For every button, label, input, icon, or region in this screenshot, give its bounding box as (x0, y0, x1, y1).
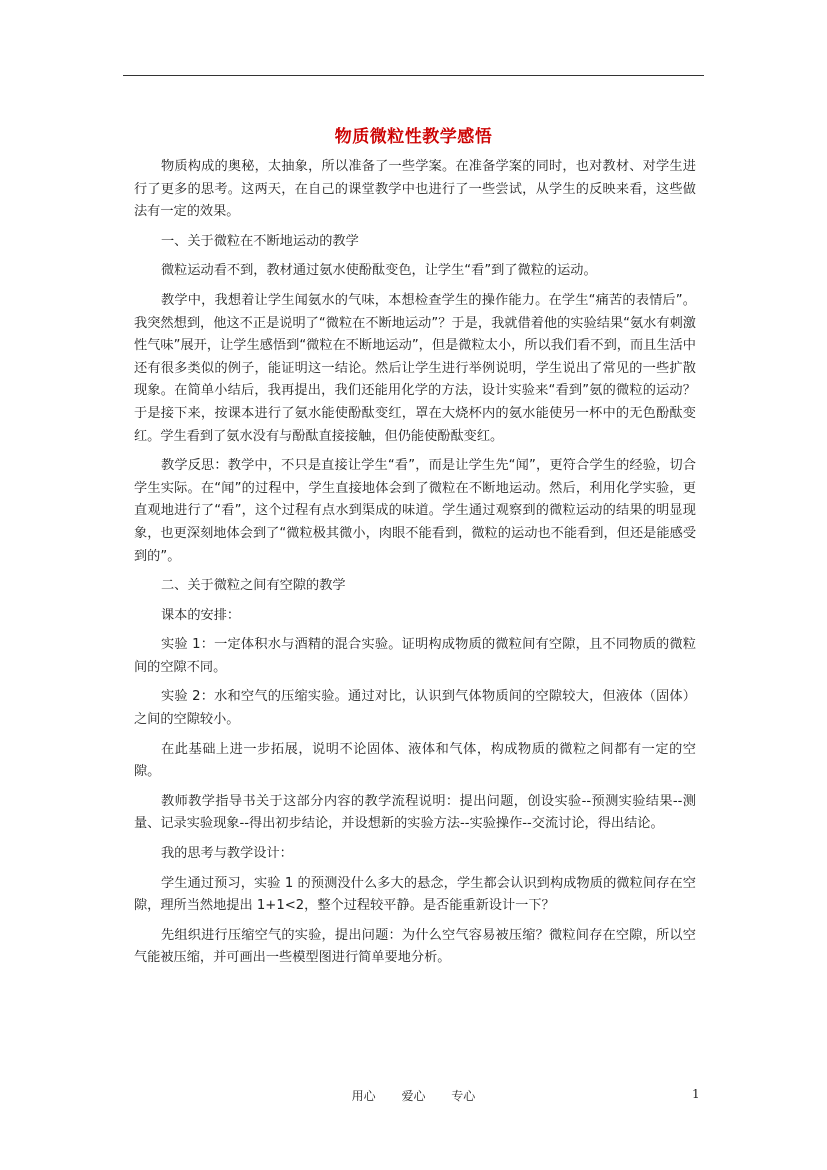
paragraph: 学生通过预习，实验 1 的预测没什么多大的悬念，学生都会认识到构成物质的微粒间存在空隙，理所当然地提出 1+1<2，整个过程较平静。是否能重新设计一下？ (134, 875, 696, 914)
document-title: 物质微粒性教学感悟 (334, 127, 493, 147)
footer-slogan: 用心 爱心 专心 (351, 1089, 476, 1103)
paragraph: 我的思考与教学设计： (161, 846, 293, 862)
paragraph: 实验 1：一定体积水与酒精的混合实验。证明构成物质的微粒间有空隙，且不同物质的微粒间的空隙不同。 (134, 637, 696, 675)
paragraph: 在此基础上进一步拓展，说明不论固体、液体和气体，构成物质的微粒之间都有一定的空隙。 (134, 741, 696, 780)
header-rule (123, 75, 704, 76)
section-heading: 二、关于微粒之间有空隙的教学 (161, 578, 346, 594)
paragraph: 教学中，我想着让学生闻氨水的气味，本想检查学生的操作能力。在学生“痛苦的表情后”。我突然想到，他这不正是说明了“微粒在不断地运动”？于是，我就借着他的实验结果“氨水有刺激性气味”展开，让学生感悟到“微粒在不断地运动”，但是微粒太小，所以我们看不到，而且生活中还有很多类似的例子，能证明这一结论。然后让学生进行举例说明，学生说出了常见的一些扩散现象。在简单小结后，我再提出，我们还能用化学的方法，设计实验来“看到”氨的微粒的运动？于是接下来，按课本进行了氨水能使酚酞变红，罩在大烧杯内的氨水能使另一杯中的无色酚酞变红。学生看到了氨水没有与酚酞直接接触，但仍能使酚酞变红。 (134, 292, 696, 444)
page-number: 1 (692, 1087, 700, 1101)
paragraph: 物质构成的奥秘，太抽象，所以准备了一些学案。在准备学案的同时，也对教材、对学生进行了更多的思考。这两天，在自己的课堂教学中也进行了一些尝试，从学生的反映来看，这些做法有一定的效果。 (134, 159, 696, 220)
paragraph: 教师教学指导书关于这部分内容的教学流程说明：提出问题，创设实验--预测实验结果--测量、记录实验现象--得出初步结论，并设想新的实验方法--实验操作--交流讨论，得出结论。 (134, 793, 696, 832)
paragraph: 先组织进行压缩空气的实验，提出问题：为什么空气容易被压缩？微粒间存在空隙，所以空气能被压缩，并可画出一些模型图进行简单要地分析。 (134, 927, 696, 966)
paragraph: 微粒运动看不到，教材通过氨水使酚酞变色，让学生“看”到了微粒的运动。 (161, 263, 597, 279)
paragraph: 教学反思：教学中，不只是直接让学生“看”，而是让学生先“闻”，更符合学生的经验，切合学生实际。在“闻”的过程中，学生直接地体会到了微粒在不断地运动。然后，利用化学实验，更直观地进行了“看”，这个过程有点水到渠成的味道。学生通过观察到的微粒运动的结果的明显现象，也更深刻地体会到了“微粒极其微小，肉眼不能看到，微粒的运动也不能看到，但还是能感受到的”。 (134, 458, 696, 564)
paragraph: 课本的安排： (161, 607, 241, 623)
document-body (134, 156, 696, 977)
paragraph: 实验 2：水和空气的压缩实验。通过对比，认识到气体物质间的空隙较大，但液体（固体）之间的空隙较小。 (134, 689, 696, 728)
section-heading: 一、关于微粒在不断地运动的教学 (161, 233, 359, 249)
